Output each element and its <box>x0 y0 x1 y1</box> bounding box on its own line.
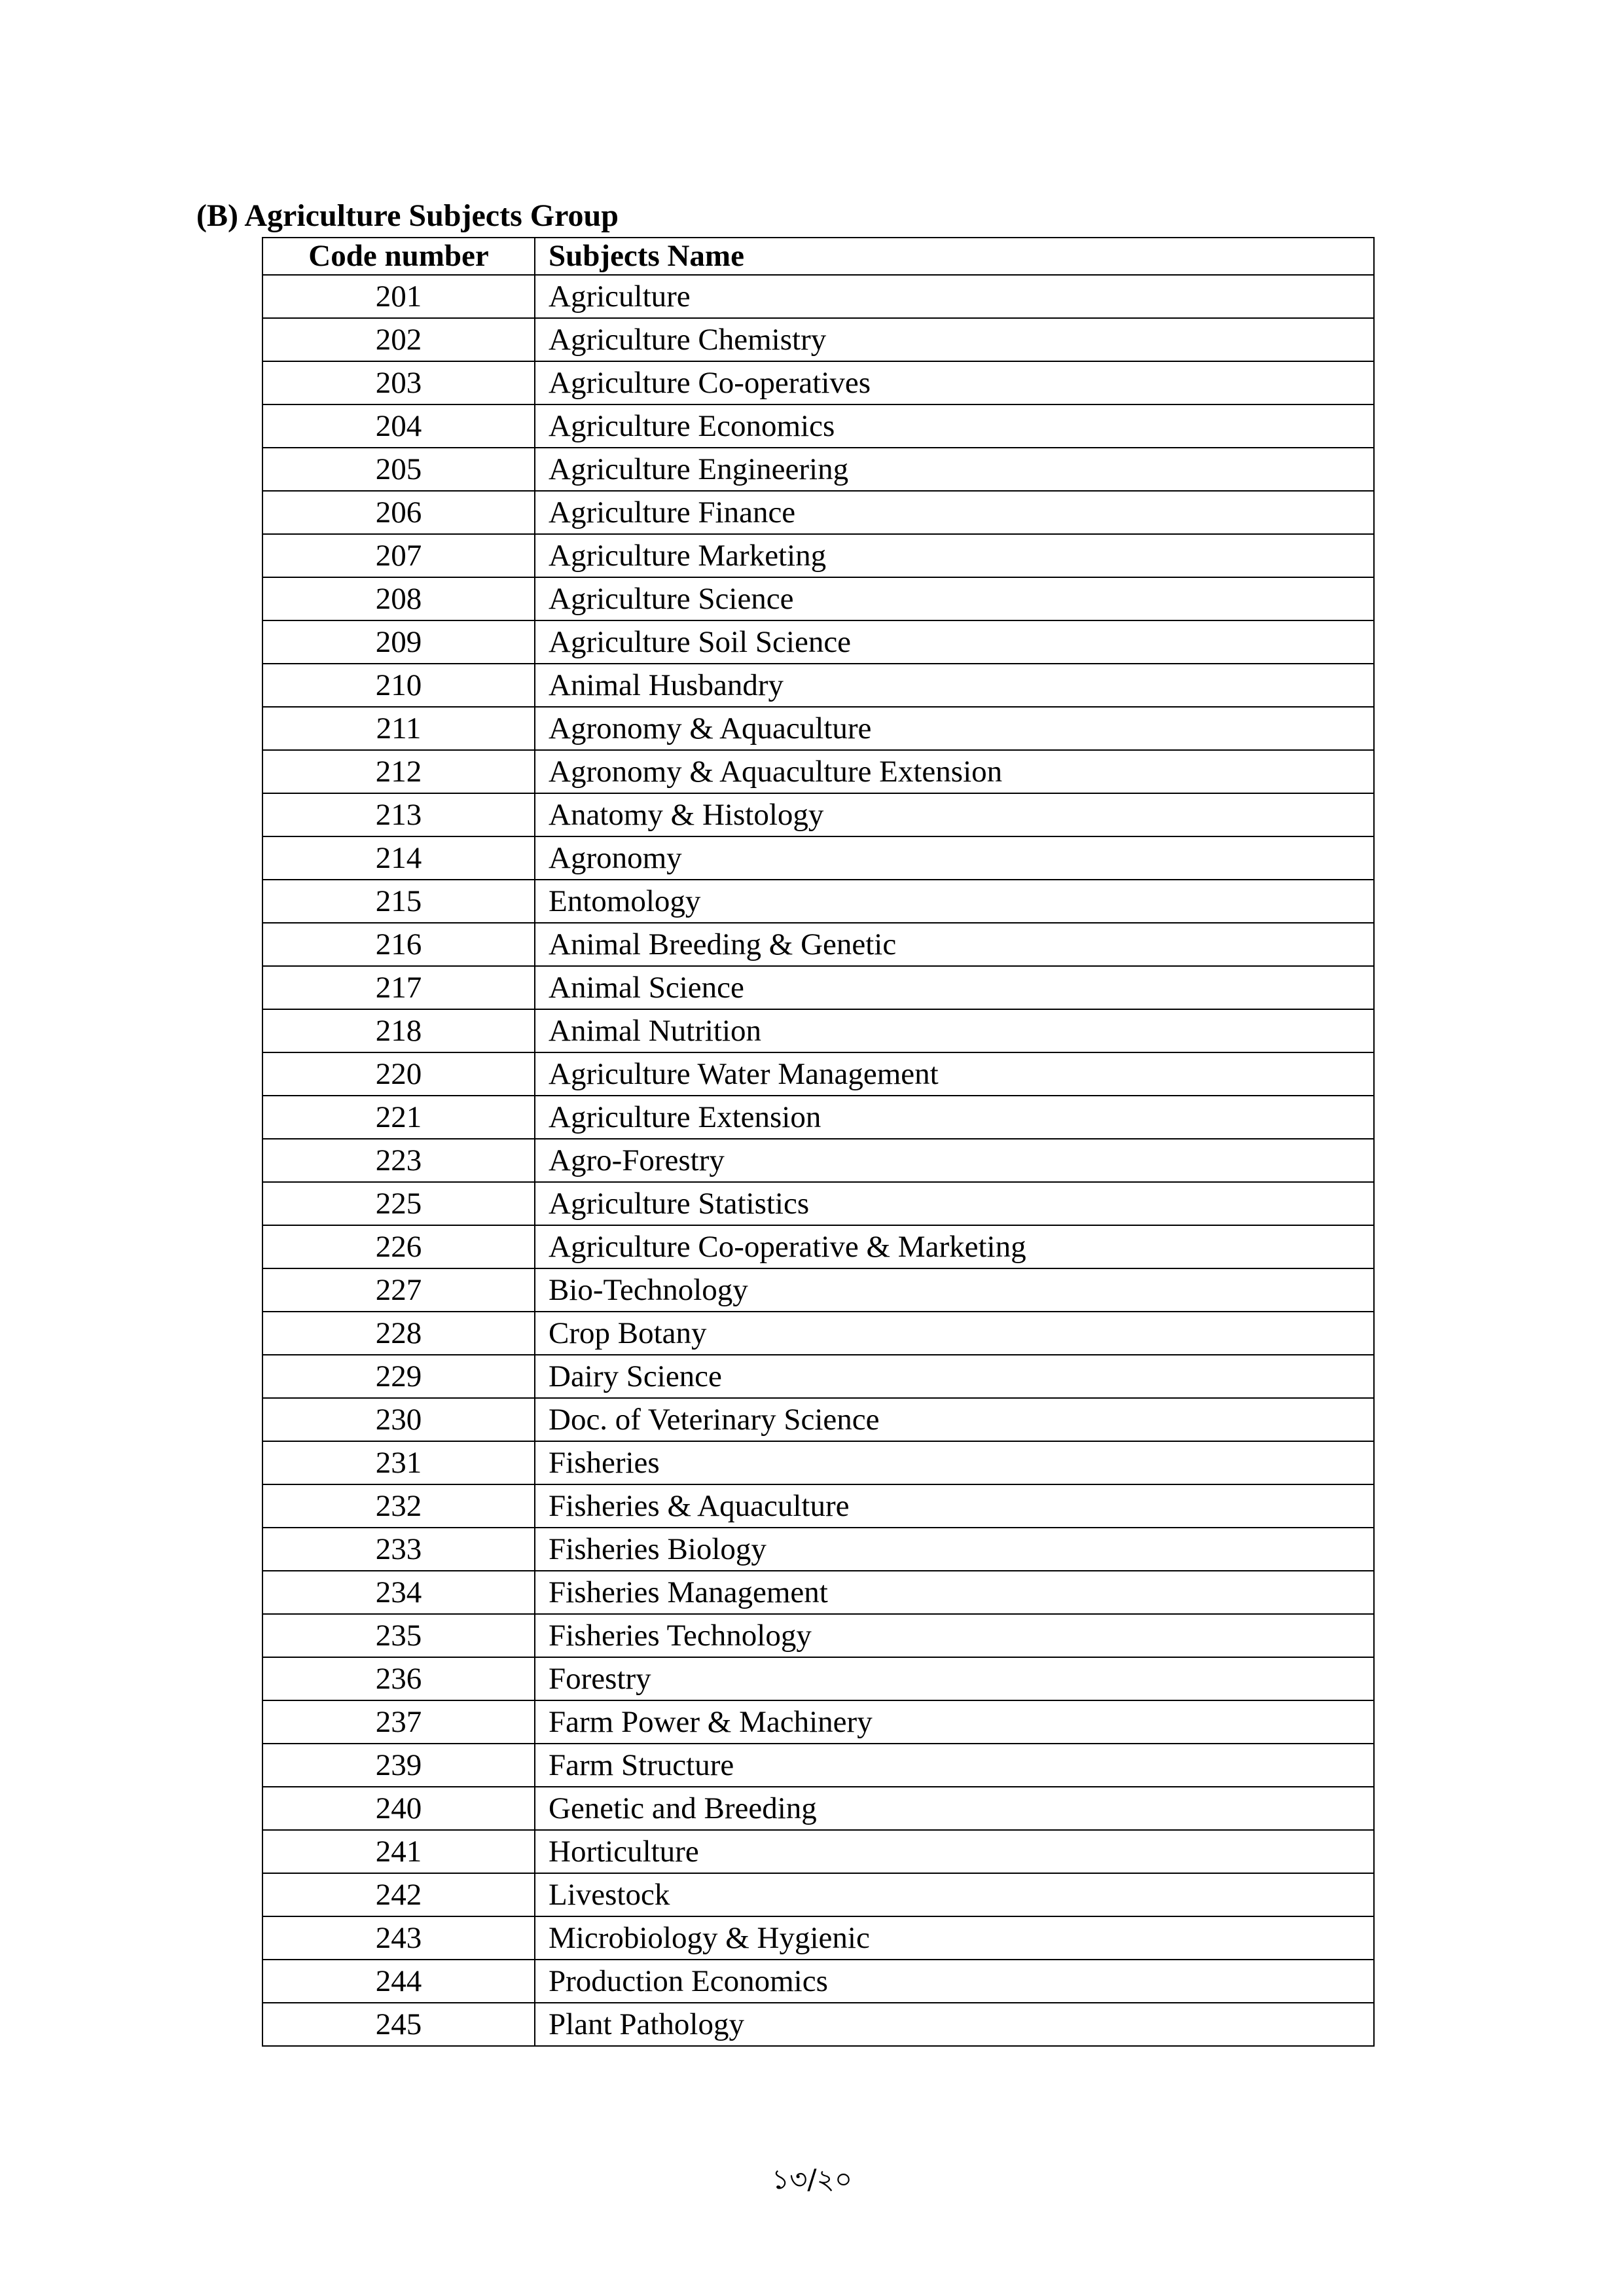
subject-name-cell: Fisheries <box>535 1441 1374 1484</box>
table-row <box>262 750 1374 793</box>
subject-name-cell: Agronomy <box>535 836 1374 880</box>
subject-name-cell: Animal Husbandry <box>535 664 1374 707</box>
subject-code-cell: 225 <box>262 1182 535 1225</box>
table-row <box>262 1873 1374 1916</box>
table-body <box>262 275 1374 2046</box>
subject-code-cell: 208 <box>262 577 535 620</box>
table-row <box>262 1744 1374 1787</box>
subject-name-cell: Agriculture Water Management <box>535 1052 1374 1096</box>
subject-name-cell: Livestock <box>535 1873 1374 1916</box>
subject-name-cell: Microbiology & Hygienic <box>535 1916 1374 1960</box>
table-row <box>262 1830 1374 1873</box>
table-row <box>262 1614 1374 1657</box>
subject-code-cell: 207 <box>262 534 535 577</box>
subject-code-cell: 235 <box>262 1614 535 1657</box>
subject-name-cell: Animal Breeding & Genetic <box>535 923 1374 966</box>
subject-name-cell: Agriculture Co-operatives <box>535 361 1374 404</box>
subject-code-cell: 203 <box>262 361 535 404</box>
table-row <box>262 1312 1374 1355</box>
subject-code-cell: 243 <box>262 1916 535 1960</box>
subject-name-cell: Farm Power & Machinery <box>535 1700 1374 1744</box>
subject-name-cell: Fisheries Management <box>535 1571 1374 1614</box>
table-row <box>262 1441 1374 1484</box>
table-row <box>262 1355 1374 1398</box>
subject-code-cell: 205 <box>262 448 535 491</box>
table-row <box>262 1225 1374 1268</box>
table-row <box>262 1096 1374 1139</box>
subject-name-cell: Fisheries & Aquaculture <box>535 1484 1374 1528</box>
table-row <box>262 1139 1374 1182</box>
table-row <box>262 1700 1374 1744</box>
subject-name-cell: Anatomy & Histology <box>535 793 1374 836</box>
table-row <box>262 1182 1374 1225</box>
table-row <box>262 1009 1374 1052</box>
subject-code-cell: 218 <box>262 1009 535 1052</box>
subject-code-cell: 211 <box>262 707 535 750</box>
table-row <box>262 1268 1374 1312</box>
table-row <box>262 620 1374 664</box>
subject-name-cell: Fisheries Technology <box>535 1614 1374 1657</box>
subject-name-cell: Farm Structure <box>535 1744 1374 1787</box>
table-row <box>262 1571 1374 1614</box>
subject-code-cell: 201 <box>262 275 535 318</box>
subject-name-cell: Agriculture Marketing <box>535 534 1374 577</box>
table-header-row <box>262 238 1374 275</box>
subject-code-cell: 231 <box>262 1441 535 1484</box>
subject-code-cell: 242 <box>262 1873 535 1916</box>
table-row <box>262 1960 1374 2003</box>
subject-code-cell: 245 <box>262 2003 535 2046</box>
subject-name-cell: Fisheries Biology <box>535 1528 1374 1571</box>
subject-code-cell: 210 <box>262 664 535 707</box>
table-row <box>262 275 1374 318</box>
table-row <box>262 966 1374 1009</box>
subject-code-cell: 209 <box>262 620 535 664</box>
table-row <box>262 1787 1374 1830</box>
subject-code-cell: 232 <box>262 1484 535 1528</box>
subject-name-cell: Agriculture Co-operative & Marketing <box>535 1225 1374 1268</box>
subject-code-cell: 220 <box>262 1052 535 1096</box>
table-row <box>262 664 1374 707</box>
subject-code-cell: 236 <box>262 1657 535 1700</box>
table-row <box>262 1052 1374 1096</box>
subject-code-cell: 216 <box>262 923 535 966</box>
subject-name-cell: Agriculture Chemistry <box>535 318 1374 361</box>
subject-code-cell: 227 <box>262 1268 535 1312</box>
subject-name-cell: Agro-Forestry <box>535 1139 1374 1182</box>
subject-code-cell: 213 <box>262 793 535 836</box>
subject-name-cell: Agriculture Science <box>535 577 1374 620</box>
subject-code-cell: 241 <box>262 1830 535 1873</box>
subject-name-cell: Genetic and Breeding <box>535 1787 1374 1830</box>
subject-code-cell: 239 <box>262 1744 535 1787</box>
subject-name-cell: Agriculture Engineering <box>535 448 1374 491</box>
subject-name-cell: Dairy Science <box>535 1355 1374 1398</box>
subjects-table <box>262 237 1375 2047</box>
subject-code-cell: 234 <box>262 1571 535 1614</box>
table-row <box>262 1916 1374 1960</box>
subject-name-cell: Agriculture Soil Science <box>535 620 1374 664</box>
subject-code-cell: 223 <box>262 1139 535 1182</box>
subject-code-cell: 221 <box>262 1096 535 1139</box>
subject-code-cell: 230 <box>262 1398 535 1441</box>
subject-code-cell: 202 <box>262 318 535 361</box>
page-number: ১৩/২০ <box>771 2163 853 2195</box>
subject-code-cell: 204 <box>262 404 535 448</box>
subject-name-cell: Plant Pathology <box>535 2003 1374 2046</box>
subject-name-cell: Entomology <box>535 880 1374 923</box>
table-row <box>262 793 1374 836</box>
subject-name-cell: Animal Science <box>535 966 1374 1009</box>
table-row <box>262 318 1374 361</box>
table-row <box>262 1528 1374 1571</box>
column-header-code: Code number <box>262 238 535 275</box>
table-row <box>262 404 1374 448</box>
subject-code-cell: 226 <box>262 1225 535 1268</box>
subject-name-cell: Agriculture Economics <box>535 404 1374 448</box>
subject-name-cell: Bio-Technology <box>535 1268 1374 1312</box>
subject-code-cell: 206 <box>262 491 535 534</box>
subject-code-cell: 229 <box>262 1355 535 1398</box>
subject-name-cell: Animal Nutrition <box>535 1009 1374 1052</box>
subject-code-cell: 237 <box>262 1700 535 1744</box>
subject-name-cell: Agriculture Extension <box>535 1096 1374 1139</box>
subject-code-cell: 215 <box>262 880 535 923</box>
table-row <box>262 577 1374 620</box>
subject-name-cell: Agriculture Statistics <box>535 1182 1374 1225</box>
subject-name-cell: Forestry <box>535 1657 1374 1700</box>
table-row <box>262 1398 1374 1441</box>
subject-name-cell: Agriculture <box>535 275 1374 318</box>
subject-code-cell: 233 <box>262 1528 535 1571</box>
subject-name-cell: Agronomy & Aquaculture Extension <box>535 750 1374 793</box>
section-heading: (B) Agriculture Subjects Group <box>196 198 619 233</box>
table-row <box>262 923 1374 966</box>
subject-code-cell: 244 <box>262 1960 535 2003</box>
table-row <box>262 448 1374 491</box>
table-row <box>262 880 1374 923</box>
subject-name-cell: Agriculture Finance <box>535 491 1374 534</box>
table-row <box>262 707 1374 750</box>
subject-code-cell: 228 <box>262 1312 535 1355</box>
column-header-name: Subjects Name <box>535 238 1374 275</box>
subject-code-cell: 212 <box>262 750 535 793</box>
subject-name-cell: Horticulture <box>535 1830 1374 1873</box>
subject-name-cell: Doc. of Veterinary Science <box>535 1398 1374 1441</box>
subject-name-cell: Agronomy & Aquaculture <box>535 707 1374 750</box>
table-row <box>262 1657 1374 1700</box>
table-row <box>262 2003 1374 2046</box>
table-row <box>262 534 1374 577</box>
subject-name-cell: Crop Botany <box>535 1312 1374 1355</box>
subject-code-cell: 214 <box>262 836 535 880</box>
table-row <box>262 491 1374 534</box>
table-row <box>262 1484 1374 1528</box>
subject-code-cell: 217 <box>262 966 535 1009</box>
subject-name-cell: Production Economics <box>535 1960 1374 2003</box>
table-row <box>262 361 1374 404</box>
subject-code-cell: 240 <box>262 1787 535 1830</box>
table-row <box>262 836 1374 880</box>
